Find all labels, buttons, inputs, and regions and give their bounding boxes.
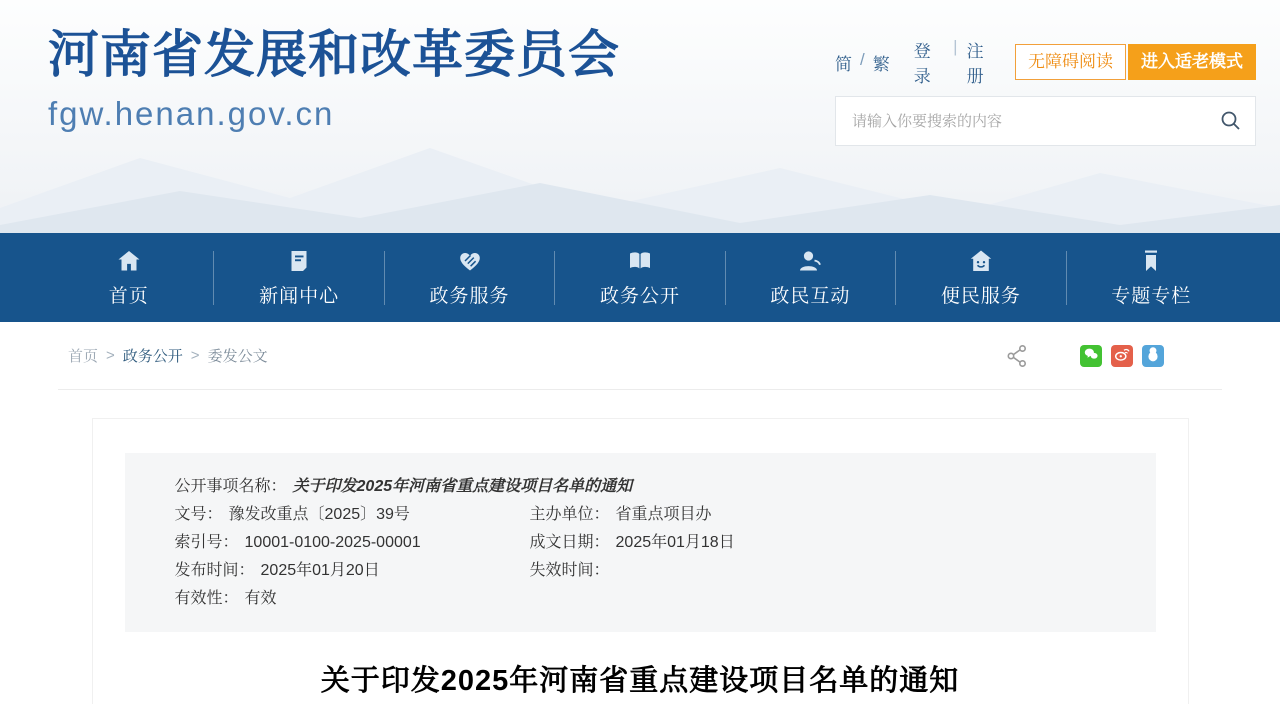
- auth-links: [914, 37, 997, 87]
- info-row-host-unit: [530, 501, 1106, 529]
- info-row-validity: [175, 585, 530, 613]
- document-info-box: [125, 453, 1156, 632]
- nav-label: 首页: [108, 285, 149, 307]
- news-document-icon: [286, 248, 312, 274]
- info-value: 有效: [244, 590, 277, 607]
- info-label: 成文日期：: [529, 534, 610, 551]
- register-link[interactable]: 注册: [966, 42, 984, 86]
- breadcrumb-bar: [58, 322, 1222, 390]
- document-card: [92, 418, 1189, 704]
- info-label: 索引号：: [174, 534, 239, 551]
- breadcrumb-separator: >: [106, 347, 115, 364]
- nav-item-gov-services[interactable]: [385, 248, 554, 308]
- accessibility-button[interactable]: 无障碍阅读: [1015, 44, 1126, 80]
- nav-label: 政务服务: [429, 285, 510, 307]
- breadcrumb: [68, 345, 268, 366]
- breadcrumb-home[interactable]: 首页: [68, 348, 99, 365]
- lang-separator: /: [860, 49, 865, 69]
- info-label: 有效性：: [174, 590, 239, 607]
- share-row: [1005, 343, 1164, 369]
- wechat-share-button[interactable]: [1080, 345, 1102, 367]
- info-row-index-number: [175, 529, 530, 557]
- language-toggle: [835, 50, 890, 75]
- info-value: 关于印发2025年河南省重点建设项目名单的通知: [292, 478, 633, 495]
- site-logo[interactable]: [48, 24, 620, 133]
- header-right: [835, 37, 1256, 146]
- share-icon: [1005, 357, 1029, 372]
- info-row-issue-date: [530, 529, 1106, 557]
- article-title: 关于印发2025年河南省重点建设项目名单的通知: [320, 665, 960, 697]
- nav-label: 政民互动: [770, 285, 851, 307]
- info-row-doc-number: [175, 501, 530, 529]
- bookmark-icon: [1138, 248, 1164, 274]
- main-navigation: [0, 233, 1280, 322]
- search-icon: [1218, 122, 1244, 137]
- nav-label: 政务公开: [599, 285, 680, 307]
- elder-mode-button[interactable]: 进入适老模式: [1128, 44, 1256, 80]
- nav-item-gov-disclosure[interactable]: [555, 248, 724, 308]
- nav-item-public-interaction[interactable]: [726, 248, 895, 308]
- open-book-icon: [627, 248, 653, 274]
- search-button[interactable]: [1218, 108, 1244, 134]
- breadcrumb-separator: >: [190, 347, 200, 364]
- document-info-grid: [175, 501, 1106, 613]
- info-value: 10001-0100-2025-00001: [244, 534, 421, 551]
- qq-share-button[interactable]: [1142, 345, 1164, 367]
- nav-item-home[interactable]: [44, 248, 213, 308]
- nav-item-special-topics[interactable]: [1067, 248, 1236, 308]
- auth-divider: |: [953, 37, 958, 56]
- nav-label: 专题专栏: [1111, 285, 1192, 307]
- search-input[interactable]: [835, 96, 1256, 146]
- home-icon: [116, 248, 142, 274]
- lang-traditional-link[interactable]: 繁: [872, 54, 890, 74]
- share-button[interactable]: [1005, 343, 1029, 369]
- site-url: fgw.henan.gov.cn: [48, 95, 335, 133]
- info-row-expiry-time: [530, 557, 1106, 585]
- wechat-icon: [1082, 345, 1100, 366]
- info-label: 公开事项名称：: [174, 478, 287, 495]
- person-icon: [797, 248, 823, 274]
- weibo-icon: [1113, 345, 1131, 366]
- nav-item-news-center[interactable]: [214, 248, 383, 308]
- search-box: [835, 96, 1256, 146]
- weibo-share-button[interactable]: [1111, 345, 1133, 367]
- info-value: 2025年01月18日: [615, 534, 735, 551]
- nav-label: 便民服务: [940, 285, 1021, 307]
- heart-hands-icon: [457, 248, 483, 274]
- info-value: 省重点项目办: [615, 506, 712, 523]
- nav-item-convenience-services[interactable]: [896, 248, 1065, 308]
- site-header: [0, 0, 1280, 233]
- site-title: 河南省发展和改革委员会: [48, 26, 621, 83]
- info-row-publish-time: [175, 557, 530, 585]
- info-label: 主办单位：: [529, 506, 610, 523]
- info-value: 豫发改重点〔2025〕39号: [228, 506, 410, 523]
- info-value: 2025年01月20日: [260, 562, 380, 579]
- house-smile-icon: [968, 248, 994, 274]
- login-link[interactable]: 登录: [913, 42, 931, 86]
- info-label: 文号：: [174, 506, 223, 523]
- breadcrumb-gov-disclosure[interactable]: 政务公开: [122, 348, 183, 365]
- header-utility-row: [835, 37, 1256, 86]
- qq-icon: [1144, 345, 1162, 366]
- info-label: 发布时间：: [174, 562, 255, 579]
- lang-simplified-link[interactable]: 简: [835, 54, 852, 74]
- breadcrumb-current: 委发公文: [207, 348, 268, 365]
- info-label: 失效时间：: [529, 562, 610, 579]
- nav-label: 新闻中心: [259, 285, 340, 307]
- info-row-name: [175, 473, 1106, 501]
